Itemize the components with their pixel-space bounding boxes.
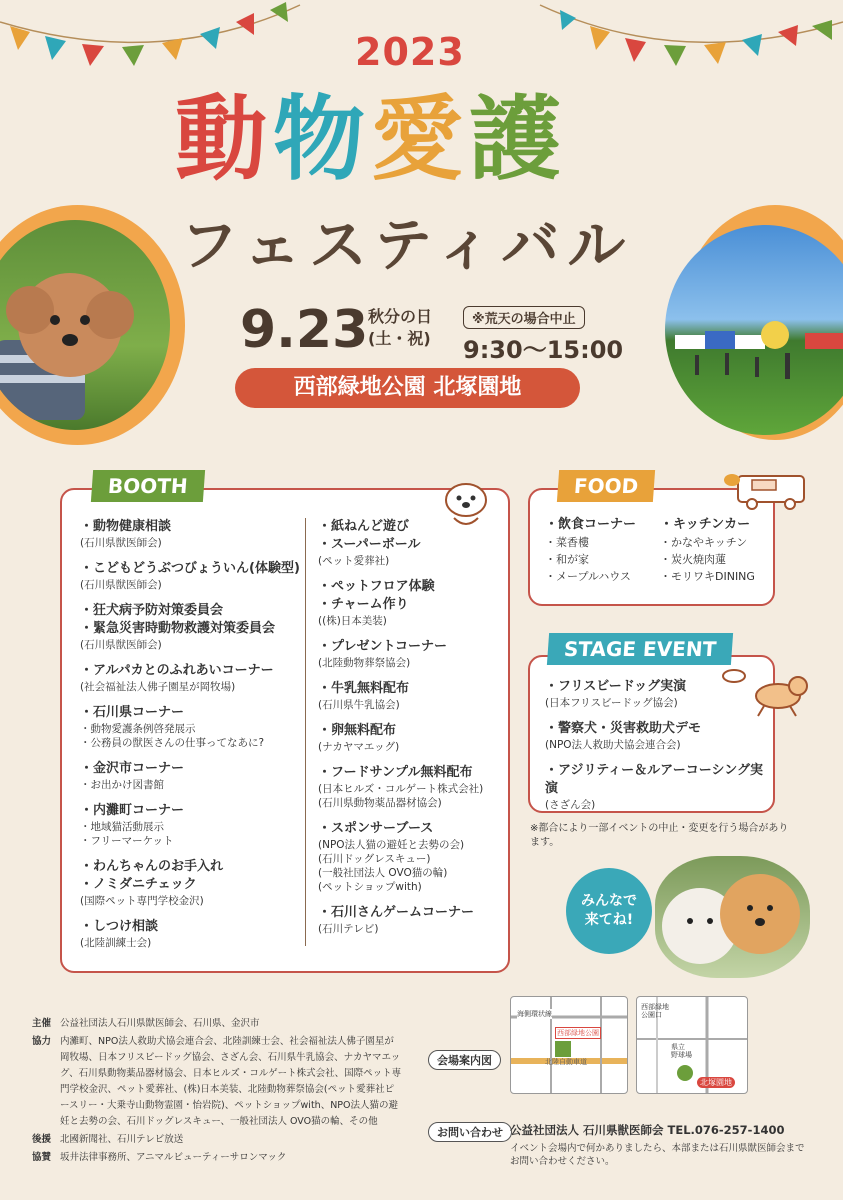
pomeranian-photo	[655, 856, 810, 978]
booth-item-title: ・わんちゃんのお手入れ ・ノミダニチェック	[80, 859, 224, 892]
booth-item-title: ・狂犬病予防対策委員会 ・緊急災害時動物救護対策委員会	[80, 603, 276, 636]
booth-item-title: ・動物健康相談	[80, 519, 172, 534]
credit-row	[32, 1150, 402, 1166]
booth-item-detail: (NPO法人猫の避妊と去勢の会)	[318, 839, 465, 851]
booth-item-detail: (ナカヤマエッグ)	[318, 741, 400, 753]
food-right-item: ・モリワキDINING	[660, 570, 755, 583]
booth-item-detail: (石川県牛乳協会)	[318, 699, 400, 711]
food-right-item: ・炭火焼肉蓮	[660, 553, 726, 566]
day-line1: 秋分の日	[368, 307, 433, 326]
booth-item	[318, 820, 503, 894]
booth-item-detail: (北陸訓練士会)	[80, 937, 152, 949]
contact-org: 公益社団法人 石川県獣医師会 TEL.076-257-1400	[510, 1123, 785, 1137]
booth-item-title: ・しつけ相談	[80, 919, 159, 934]
credit-key: 主催	[32, 1018, 52, 1029]
booth-item-title: ・石川県コーナー	[80, 705, 185, 720]
map-label-b1: 西部緑地 公園口	[641, 1003, 669, 1019]
title-char: 物	[273, 86, 366, 193]
credit-key: 後援	[32, 1134, 52, 1145]
festival-photo-right	[665, 225, 843, 435]
credit-key: 協賛	[32, 1152, 52, 1163]
booth-item-detail: ((株)日本美装)	[318, 615, 387, 627]
booth-item-title: ・牛乳無料配布	[318, 681, 410, 696]
booth-item-detail: (一般社団法人 OVO猫の輪)	[318, 867, 448, 879]
booth-item	[80, 918, 300, 950]
booth-item-detail: ・お出かけ図書館	[80, 779, 164, 791]
booth-item	[318, 764, 503, 810]
booth-item-title: ・アルパカとのふれあいコーナー	[80, 663, 274, 678]
booth-item	[318, 638, 503, 670]
booth-item-title: ・石川さんゲームコーナー	[318, 905, 475, 920]
booth-divider	[305, 518, 306, 946]
day-line2: (土・祝)	[368, 329, 431, 348]
event-time: 9:30～15:00	[463, 336, 624, 364]
credit-row	[32, 1132, 402, 1148]
contact-label: お問い合わせ	[428, 1122, 512, 1142]
stage-item-title: ・フリスビードッグ実演	[545, 679, 687, 694]
booth-item-detail: ・動物愛護条例啓発展示	[80, 723, 196, 735]
booth-item-detail: ・フリーマーケット	[80, 835, 174, 847]
food-col-left	[545, 516, 655, 585]
stage-item-title: ・警察犬・災害救助犬デモ	[545, 721, 702, 736]
credit-value: 公益社団法人石川県獣医師会、石川県、金沢市	[60, 1018, 260, 1029]
stage-item-org: (日本フリスビードッグ協会)	[545, 697, 678, 709]
food-right-item: ・かなやキッチン	[660, 536, 748, 549]
booth-item	[318, 904, 503, 936]
booth-item-detail: (石川県獣医師会)	[80, 579, 162, 591]
title-char: 愛	[371, 86, 464, 193]
food-right-head: ・キッチンカー	[660, 517, 751, 532]
weather-notice: ※荒天の場合中止	[463, 306, 585, 329]
title-char: 動	[175, 86, 268, 193]
stage-item-org: (さざん会)	[545, 799, 596, 811]
event-day	[368, 306, 432, 350]
food-left-item: ・和が家	[545, 553, 589, 566]
credit-value: 北國新聞社、石川テレビ放送	[60, 1134, 184, 1145]
event-subtitle: フェスティバル	[180, 211, 634, 279]
booth-item-detail: ・公務員の獣医さんの仕事ってなあに?	[80, 737, 265, 749]
food-col-right	[660, 516, 772, 585]
stage-list	[545, 678, 770, 822]
map-road1: 海側環状線	[517, 1010, 552, 1018]
booth-item	[80, 760, 300, 792]
food-tag: FOOD	[557, 470, 656, 502]
booth-item	[318, 722, 503, 754]
booth-item-title: ・フードサンプル無料配布	[318, 765, 473, 780]
booth-item	[80, 858, 300, 908]
map-label-b2: 県立 野球場	[671, 1043, 692, 1059]
stage-item-title: ・アジリティー＆ルアーコーシング実演	[545, 763, 763, 796]
map-label-b3: 北塚園地	[697, 1077, 735, 1088]
booth-item-detail: ・地域猫活動展示	[80, 821, 164, 833]
event-year: 2023	[355, 30, 465, 74]
contact-note: イベント会場内で何かありましたら、本部または石川県獣医師会までお問い合わせください。	[510, 1143, 805, 1167]
booth-item-detail: (国際ペット専門学校金沢)	[80, 895, 204, 907]
booth-item	[80, 602, 300, 652]
credit-row	[32, 1034, 402, 1130]
credit-row	[32, 1016, 402, 1032]
booth-col-right	[318, 518, 503, 946]
booth-item-detail: (石川テレビ)	[318, 923, 379, 935]
credit-value: 坂井法律事務所、アニマルビューティーサロンマック	[60, 1152, 287, 1163]
booth-item	[80, 518, 300, 550]
event-date: 9.23	[240, 300, 369, 360]
booth-item	[80, 560, 300, 592]
booth-item	[318, 680, 503, 712]
booth-item-detail: (日本ヒルズ・コルゲート株式会社)	[318, 783, 484, 795]
credit-value: 内灘町、NPO法人救助犬協会連合会、北陸訓練士会、社会福祉法人佛子園星が岡牧場、日本フリスビードッグ協会、さざん会、石川県牛乳協会、ナカヤマエッグ、石川県動物薬品器材協会、日本ヒルズ・コルゲート株式会社、国際ペット専門学校金沢、ペット愛葬社、(株)日本美装、北陸動物葬祭協会(ペット愛葬社ピースリー・大乗寺山動物霊園・怡岩院)、ペットショップwith、NPO法人猫の避妊と去勢の会、石川ドッグレスキュー、一般社団法人 OVO猫の輪、その他	[60, 1036, 402, 1127]
booth-item-title: ・ペットフロア体験 ・チャーム作り	[318, 579, 435, 612]
speech-bubble: みんなで 来てね!	[566, 868, 652, 954]
booth-item-detail: (石川県動物薬品器材協会)	[318, 797, 442, 809]
food-left-item: ・メープルハウス	[545, 570, 631, 583]
title-char: 護	[469, 86, 562, 193]
booth-item-title: ・紙ねんど遊び ・スーパーボール	[318, 519, 421, 552]
map-park: 西部緑地公園	[557, 1029, 599, 1037]
booth-col-left	[80, 518, 300, 960]
booth-item-title: ・プレゼントコーナー	[318, 639, 447, 654]
stage-item-org: (NPO法人救助犬協会連合会)	[545, 739, 681, 751]
credit-key: 協力	[32, 1036, 52, 1047]
map-label: 会場案内図	[428, 1050, 501, 1070]
booth-item-detail: (北陸動物葬祭協会)	[318, 657, 411, 669]
booth-tag: BOOTH	[91, 470, 205, 502]
credits	[32, 1016, 402, 1168]
change-note: ※都合により一部イベントの中止・変更を行う場合があります。	[530, 823, 789, 848]
booth-item	[318, 518, 503, 568]
booth-item-title: ・金沢市コーナー	[80, 761, 185, 776]
map-overview	[510, 996, 628, 1094]
stage-tag: STAGE EVENT	[547, 633, 733, 665]
map-detail	[636, 996, 748, 1094]
booth-item-detail: (石川県獣医師会)	[80, 639, 162, 651]
booth-item-title: ・内灘町コーナー	[80, 803, 185, 818]
booth-item-title: ・スポンサーブース	[318, 821, 434, 836]
event-title	[175, 85, 561, 195]
venue-banner: 西部緑地公園 北塚園地	[235, 368, 580, 408]
booth-item-title: ・卵無料配布	[318, 723, 397, 738]
booth-item	[318, 578, 503, 628]
booth-item-detail: (ペット愛葬社)	[318, 555, 390, 567]
booth-item-title: ・こどもどうぶつびょういん(体験型)	[80, 561, 300, 576]
booth-item-detail: (ペットショップwith)	[318, 881, 422, 893]
booth-item-detail: (石川ドッグレスキュー)	[318, 853, 431, 865]
booth-item	[80, 802, 300, 848]
booth-item-detail: (石川県獣医師会)	[80, 537, 162, 549]
booth-item	[80, 662, 300, 694]
food-left-head: ・飲食コーナー	[545, 517, 637, 532]
booth-item	[80, 704, 300, 750]
food-truck-icon	[722, 466, 812, 512]
booth-item-detail: (社会福祉法人佛子園星が岡牧場)	[80, 681, 236, 693]
food-left-item: ・菜香樓	[545, 536, 589, 549]
map-road2: 北陸自動車道	[545, 1058, 587, 1066]
